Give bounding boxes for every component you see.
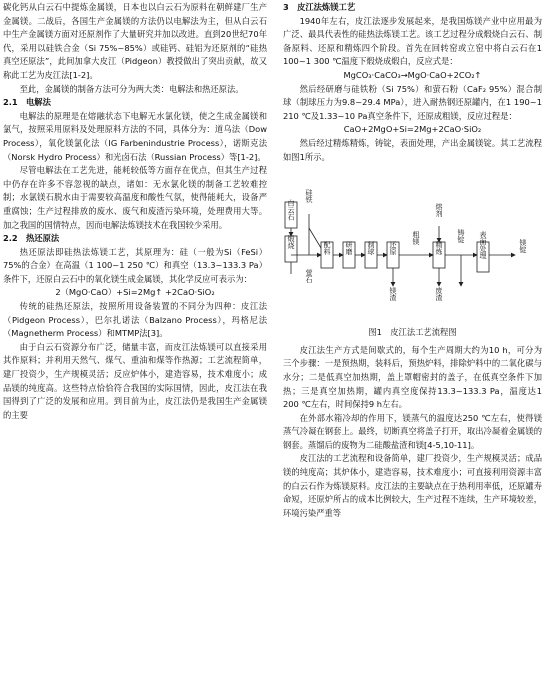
- flowchart-figure: [283, 166, 542, 326]
- heading-2-1: 2.1 电解法: [3, 97, 51, 108]
- formula-silicothermic: 2（MgO·CaO）+Si=2Mg↑ +2CaO·SiO₂: [55, 287, 215, 298]
- paragraph-thermal-methods: 传统的硅热还原法，按照所用设备装置的不同分为四种：皮江法（Pidgeon Process），巴尔扎诺法（Balzano Process），玛格尼法（Magnetherm Process）和MTMP法[3]。: [3, 301, 267, 339]
- left-column: [3, 1, 267, 422]
- paragraph-pellet-reduction: 然后经研磨与硅铁粉（Si 75%）和萤石粉（CaF₂ 95%）混合制球（制球压力为9.8~29.4 MPa），进入耐热钢还原罐内，在1 190~1 210 ℃及1.33~10 Pa真空条件下，还原成粗镁，反应过程是：: [283, 83, 542, 121]
- label-crude: 粗镁: [412, 231, 420, 246]
- label-ball: 制球: [367, 241, 375, 256]
- paragraph-intro: 碳化钙从白云石中提炼金属镁，日本也以白云石为原料在朝鲜建厂生产金属镁。二战后，各国生产金属镁的方法仍以电解法为主，但从白云石中生产金属镁方面对还原剂作了大量研究并加以改进。直到20世纪70年代，采用以硅铁合金（Si 75%~85%）或硅钙、硅铝为还原剂的“硅热真空还原法”，此间加拿大皮江（Pidgeon）教授做出了突出贡献，故又称此工艺为皮江法[1-2]。: [3, 2, 267, 80]
- formula-reduction: CaO+2MgO+Si=2Mg+2CaO·SiO₂: [343, 124, 482, 135]
- paragraph-electrolysis: 电解法的原理是在熔融状态下电解无水氯化镁，使之生成金属镁和氯气，按照采用原料及处理原料方法的不同，具体分为：道乌法（Dow Process），氧化镁氯化法（IG Farbenindustrie Process），诺斯克法（Norsk Hydro Process）和光卤石法（Russian Process）等[1-2]。: [3, 110, 267, 162]
- label-waste: 废渣: [435, 287, 443, 302]
- heading-2-2: 2.2 热还原法: [3, 233, 60, 244]
- label-ferrosilicon: 硅铁: [305, 189, 313, 204]
- label-grind: 研磨: [345, 241, 353, 256]
- label-mix: 配料: [323, 241, 331, 256]
- paragraph-condense: 在外部水箱冷却的作用下，镁蒸气的温度达250 ℃左右，使得镁蒸气冷凝在钢套上。最终，切断真空将盖子打开，取出冷凝着金属镁的钢套。蒸馏后的废物为二硅酸盐渣和镁[4-5,10-11]。: [283, 412, 542, 450]
- paragraph-two-categories: 至此，金属镁的制备方法可分为两大类：电解法和热还原法。: [19, 83, 244, 94]
- paragraph-pidgeon-advantages: 由于白云石资源分布广泛，储量丰富，而皮江法炼镁可以直接采用其作原料；并利用天然气、煤气、重油和煤等作热源；工艺流程简单，建厂投资少，生产规模灵活；反应炉体小，建造容易，技术难度小；成品镁的纯度高。这些特点恰恰符合我国的实际国情，因此，皮江法在我国得到了广泛的发展和应用。到目前为止，皮江法仍是我国生产金属镁的主要: [3, 341, 267, 420]
- label-product: 镁锭: [519, 239, 527, 254]
- label-dolomite: 白云石: [287, 199, 295, 221]
- formula-calcination: MgCO₃·CaCO₃→MgO·CaO+2CO₂↑: [343, 69, 482, 80]
- heading-3: 3 皮江法炼镁工艺: [283, 2, 356, 12]
- figure-caption: 图1 皮江法工艺流程图: [368, 327, 457, 338]
- paragraph-pidgeon-process: 1940年左右，皮江法逐步发展起来，是我国炼镁产业中应用最为广泛、最具代表性的硅热法炼镁工艺。该工艺过程分成煅烧白云石、制备原料、还原和精炼四个阶段。首先在回转窑或立窑中将白云石在1 100~1 300 ℃温度下煅烧成煅白，反应式是：: [283, 15, 542, 67]
- paragraph-refining: 然后经过精炼精炼，铸锭，表面处理，产出金属镁锭。其工艺流程如图1所示。: [283, 137, 542, 162]
- paragraph-electrolysis-drawbacks: 尽管电解法在工艺先进，能耗较低等方面存在优点，但其生产过程中仍存在许多不容忽视的缺点，诸如：无水氯化镁的制备工艺较难控制；水氯镁石脱水由于需要较高温度和酸性气氛，使得能耗大，设备严重腐蚀；生产过程排放的废水、废气和废渣污染环境，处理费用大等。加之我国的国情特点，因而电解法炼镁技术在我国较少采用。: [3, 165, 267, 230]
- label-reduce: 还原: [389, 241, 397, 256]
- label-slag: 镁渣: [389, 287, 397, 302]
- label-calcine: 煅烧: [287, 235, 295, 250]
- paragraph-cycle: 皮江法生产方式是间歇式的，每个生产周期大约为10 h，可分为三个步骤：一是预热期，装料后，预热炉料，排除炉料中的二氧化碳与水分；二是低真空加热期，盖上罩帽密封的盖子，在低真空条件下加热；三是真空加热期，罐内真空度保持13.3~133.3 Pa，温度达1 200 ℃左右，时间保持9 h左右。: [283, 344, 542, 410]
- paragraph-thermal-reduction: 热还原法即硅热法炼镁工艺，其原理为：硅（一般为Si（FeSi）75%的合金）在高温（1 100~1 250 ℃）和真空（13.3~133.3 Pa）条件下，还原白云石中的氧化镁生成金属镁，其化学反应可表示为：: [3, 246, 267, 284]
- label-fluorite: 萤石: [305, 269, 313, 284]
- paragraph-evaluation: 皮江法的工艺流程和设备简单，建厂投资少，生产规模灵活；成品镁的纯度高；其炉体小，建造容易，技术难度小；可直接利用资源丰富的白云石作为炼镁原料。皮江法的主要缺点在于热利用率低，还原罐寿命短，还原炉所占的成本比例较大，生产过程不连续，生产环境较差，环境污染严重等: [283, 453, 542, 518]
- label-flux: 熔剂: [435, 203, 443, 218]
- label-ingot: 铸锭: [457, 229, 465, 244]
- label-refine: 精炼: [435, 241, 443, 256]
- label-surface: 表面处理: [479, 231, 487, 260]
- right-column: [283, 1, 542, 520]
